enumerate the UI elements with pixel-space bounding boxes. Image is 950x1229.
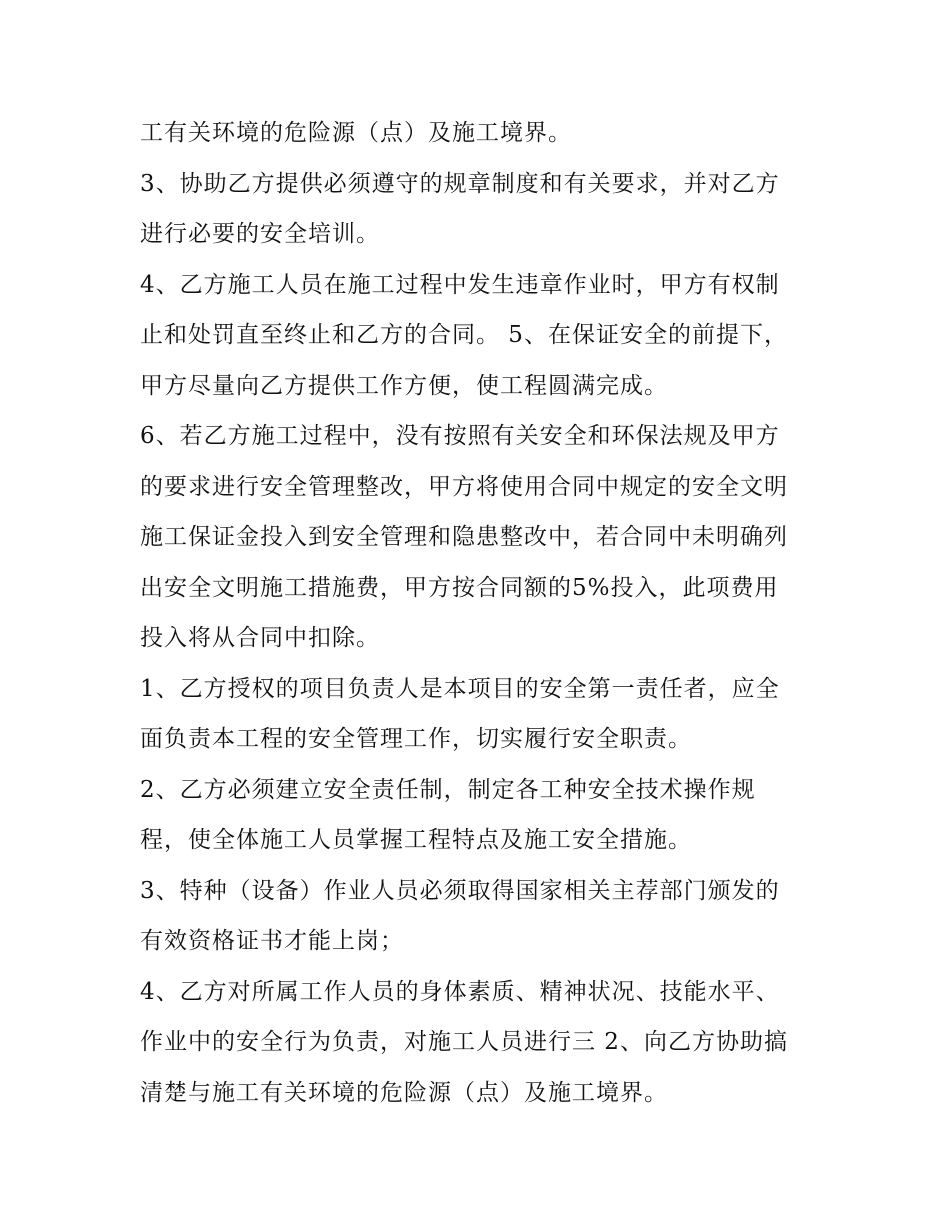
text-line: 施工保证金投入到安全管理和隐患整改中，若合同中未明确列 (140, 524, 788, 550)
text-line: 3、特种（设备）作业人员必须取得国家相关主荐部门颁发的 (140, 877, 780, 904)
text-line: 2、乙方必须建立安全责任制，制定各工种安全技术操作规 (140, 776, 756, 803)
text-line: 程，使全体施工人员掌握工程特点及施工安全措施。 (140, 827, 692, 853)
text-line: 甲方尽量向乙方提供工作方便，使工程圆满完成。 (140, 372, 668, 399)
text-line: 6、若乙方施工过程中，没有按照有关安全和环保法规及甲方 (140, 423, 780, 449)
text-line: 4、乙方对所属工作人员的身体素质、精神状况、技能水平、 (140, 978, 780, 1005)
text-line: 止和处罚直至终止和乙方的合同。 5、在保证安全的前提下， (140, 322, 788, 348)
text-line: 有效资格证书才能上岗； (140, 928, 404, 954)
text-line: 进行必要的安全培训。 (140, 221, 380, 247)
text-line: 3、协助乙方提供必须遵守的规章制度和有关要求，并对乙方 (140, 170, 780, 197)
text-line: 出安全文明施工措施费，甲方按合同额的5%投入，此项费用 (140, 574, 779, 601)
document-body (140, 108, 830, 1118)
text-line: 投入将从合同中扣除。 (140, 625, 380, 651)
text-line: 的要求进行安全管理整改，甲方将使用合同中规定的安全文明 (140, 473, 788, 500)
text-line: 1、乙方授权的项目负责人是本项目的安全第一责任者，应全 (140, 675, 780, 702)
text-line: 面负责本工程的安全管理工作，切实履行安全职责。 (140, 726, 692, 752)
text-line: 工有关环境的危险源（点）及施工境界。 (140, 120, 572, 146)
text-line: 作业中的安全行为负责，对施工人员进行三 2、向乙方协助搞 (140, 1029, 788, 1055)
text-line: 4、乙方施工人员在施工过程中发生违章作业时，甲方有权制 (140, 271, 780, 298)
text-line: 清楚与施工有关环境的危险源（点）及施工境界。 (140, 1079, 668, 1106)
